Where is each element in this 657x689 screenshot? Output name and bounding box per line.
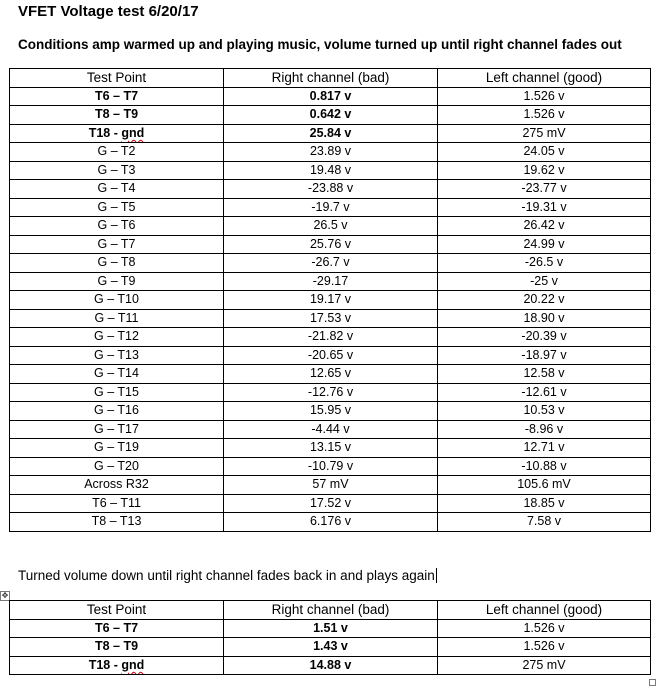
test-point-cell: G – T6 — [10, 217, 224, 236]
test-point-prefix: T18 - — [88, 125, 122, 140]
right-channel-cell: -23.88 v — [224, 180, 438, 199]
right-channel-cell: -29.17 — [224, 272, 438, 291]
right-channel-cell: 17.53 v — [224, 309, 438, 328]
right-channel-cell: 19.17 v — [224, 291, 438, 310]
left-channel-cell: 26.42 v — [438, 217, 651, 236]
table-header-row — [10, 601, 651, 620]
left-channel-cell: -26.5 v — [438, 254, 651, 273]
resize-handle-icon[interactable] — [649, 679, 656, 686]
test-point-cell — [10, 124, 224, 143]
right-channel-cell: -20.65 v — [224, 346, 438, 365]
left-channel-cell: -10.88 v — [438, 457, 651, 476]
spellcheck-word: gnd — [121, 657, 145, 672]
table-row — [10, 420, 651, 439]
table-row — [10, 217, 651, 236]
table-row — [10, 457, 651, 476]
left-channel-cell: 24.05 v — [438, 143, 651, 162]
right-channel-cell: 57 mV — [224, 476, 438, 495]
table-row — [10, 106, 651, 125]
left-channel-cell: -18.97 v — [438, 346, 651, 365]
right-channel-cell: 0.642 v — [224, 106, 438, 125]
left-channel-cell: 18.90 v — [438, 309, 651, 328]
table-row — [10, 513, 651, 532]
left-channel-cell: 1.526 v — [438, 106, 651, 125]
voltage-table-2 — [9, 600, 651, 675]
table-row — [10, 619, 651, 638]
test-point-cell — [10, 656, 224, 675]
table-row — [10, 656, 651, 675]
test-point-cell: T8 – T13 — [10, 513, 224, 532]
table-row — [10, 476, 651, 495]
table-row — [10, 402, 651, 421]
test-point-cell: G – T8 — [10, 254, 224, 273]
second-conditions-text[interactable] — [18, 568, 437, 583]
right-channel-cell: 25.76 v — [224, 235, 438, 254]
spellcheck-word: gnd — [121, 125, 145, 140]
table-row — [10, 291, 651, 310]
left-channel-cell: 12.58 v — [438, 365, 651, 384]
document-title: VFET Voltage test 6/20/17 — [18, 3, 199, 20]
left-channel-cell: 275 mV — [438, 656, 651, 675]
right-channel-cell: 17.52 v — [224, 494, 438, 513]
test-point-cell: G – T12 — [10, 328, 224, 347]
right-channel-cell: -12.76 v — [224, 383, 438, 402]
header-test-point: Test Point — [10, 601, 224, 620]
right-channel-cell: 13.15 v — [224, 439, 438, 458]
left-channel-cell: 20.22 v — [438, 291, 651, 310]
table-row — [10, 439, 651, 458]
table-row — [10, 180, 651, 199]
right-channel-cell: -19.7 v — [224, 198, 438, 217]
left-channel-cell: 18.85 v — [438, 494, 651, 513]
test-point-cell: G – T14 — [10, 365, 224, 384]
right-channel-cell: 12.65 v — [224, 365, 438, 384]
left-channel-cell: 7.58 v — [438, 513, 651, 532]
test-point-cell: G – T15 — [10, 383, 224, 402]
header-test-point: Test Point — [10, 69, 224, 88]
test-point-cell: G – T19 — [10, 439, 224, 458]
left-channel-cell: 1.526 v — [438, 87, 651, 106]
table-row — [10, 161, 651, 180]
right-channel-cell: 26.5 v — [224, 217, 438, 236]
left-channel-cell: -8.96 v — [438, 420, 651, 439]
test-point-cell: G – T5 — [10, 198, 224, 217]
left-channel-cell: -23.77 v — [438, 180, 651, 199]
table-row — [10, 365, 651, 384]
test-point-cell: G – T2 — [10, 143, 224, 162]
right-channel-cell: 6.176 v — [224, 513, 438, 532]
test-point-cell: G – T20 — [10, 457, 224, 476]
test-point-cell: G – T11 — [10, 309, 224, 328]
test-point-cell: G – T9 — [10, 272, 224, 291]
right-channel-cell: -26.7 v — [224, 254, 438, 273]
right-channel-cell: 19.48 v — [224, 161, 438, 180]
left-channel-cell: 24.99 v — [438, 235, 651, 254]
table-row — [10, 272, 651, 291]
test-point-cell: T6 – T7 — [10, 619, 224, 638]
table-row — [10, 638, 651, 657]
header-left-channel: Left channel (good) — [438, 601, 651, 620]
table-row — [10, 235, 651, 254]
right-channel-cell: 25.84 v — [224, 124, 438, 143]
second-conditions-label: Turned volume down until right channel fades back in and plays again — [18, 568, 435, 583]
test-point-cell: G – T7 — [10, 235, 224, 254]
table-row — [10, 87, 651, 106]
test-point-cell: Across R32 — [10, 476, 224, 495]
right-channel-cell: -21.82 v — [224, 328, 438, 347]
left-channel-cell: 19.62 v — [438, 161, 651, 180]
left-channel-cell: 10.53 v — [438, 402, 651, 421]
test-point-prefix: T18 - — [88, 657, 122, 672]
move-arrows-icon[interactable]: ✥ — [1, 591, 9, 600]
left-channel-cell: 12.71 v — [438, 439, 651, 458]
left-channel-cell: -20.39 v — [438, 328, 651, 347]
header-left-channel: Left channel (good) — [438, 69, 651, 88]
table-row — [10, 309, 651, 328]
right-channel-cell: -4.44 v — [224, 420, 438, 439]
test-point-cell: G – T13 — [10, 346, 224, 365]
test-point-cell: T8 – T9 — [10, 638, 224, 657]
left-channel-cell: 1.526 v — [438, 619, 651, 638]
table-row — [10, 124, 651, 143]
right-channel-cell: 15.95 v — [224, 402, 438, 421]
test-point-cell: G – T17 — [10, 420, 224, 439]
right-channel-cell: -10.79 v — [224, 457, 438, 476]
table-row — [10, 254, 651, 273]
conditions-text: Conditions amp warmed up and playing music, volume turned up until right channel fades out — [18, 37, 622, 52]
left-channel-cell: 1.526 v — [438, 638, 651, 657]
test-point-cell: G – T10 — [10, 291, 224, 310]
voltage-table-1 — [9, 68, 651, 532]
test-point-cell: G – T3 — [10, 161, 224, 180]
table-header-row — [10, 69, 651, 88]
right-channel-cell: 0.817 v — [224, 87, 438, 106]
right-channel-cell: 14.88 v — [224, 656, 438, 675]
table-row — [10, 346, 651, 365]
header-right-channel: Right channel (bad) — [224, 69, 438, 88]
test-point-cell: T6 – T7 — [10, 87, 224, 106]
left-channel-cell: 275 mV — [438, 124, 651, 143]
table-row — [10, 328, 651, 347]
table-row — [10, 198, 651, 217]
table-row — [10, 494, 651, 513]
left-channel-cell: 105.6 mV — [438, 476, 651, 495]
left-channel-cell: -25 v — [438, 272, 651, 291]
test-point-cell: T6 – T11 — [10, 494, 224, 513]
text-cursor — [436, 568, 437, 583]
test-point-cell: G – T16 — [10, 402, 224, 421]
right-channel-cell: 1.51 v — [224, 619, 438, 638]
right-channel-cell: 23.89 v — [224, 143, 438, 162]
test-point-cell: T8 – T9 — [10, 106, 224, 125]
right-channel-cell: 1.43 v — [224, 638, 438, 657]
left-channel-cell: -12.61 v — [438, 383, 651, 402]
header-right-channel: Right channel (bad) — [224, 601, 438, 620]
left-channel-cell: -19.31 v — [438, 198, 651, 217]
table-row — [10, 383, 651, 402]
test-point-cell: G – T4 — [10, 180, 224, 199]
table-row — [10, 143, 651, 162]
